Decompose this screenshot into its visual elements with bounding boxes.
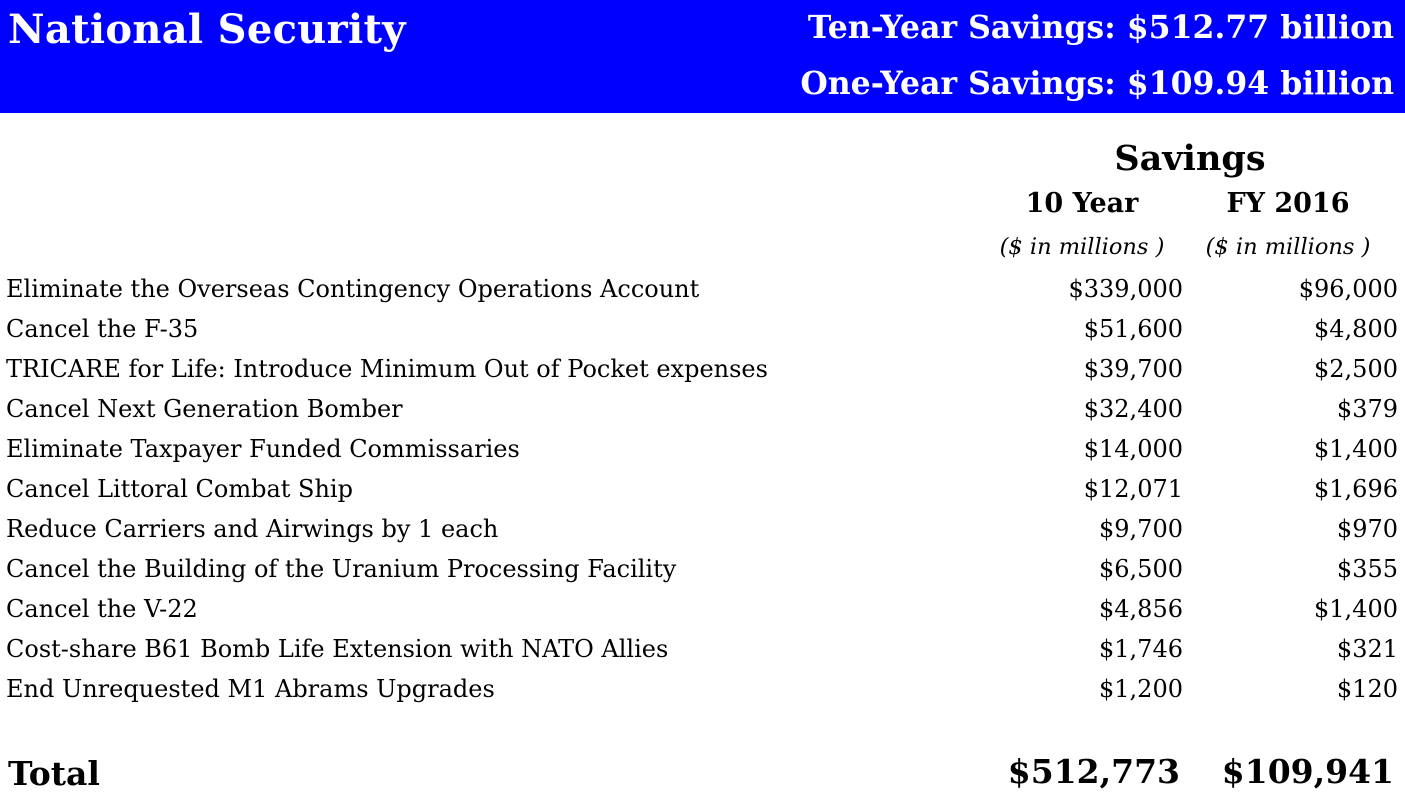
one-year-savings-summary: One-Year Savings: $109.94 billion [800,65,1394,102]
row-ten-year-value: $339,000 [1068,275,1183,303]
row-item-label: Cancel Next Generation Bomber [6,395,403,423]
row-item-label: Reduce Carriers and Airwings by 1 each [6,515,499,543]
row-ten-year-value: $9,700 [1099,515,1183,543]
row-ten-year-value: $12,071 [1083,475,1183,503]
table-row [0,429,1405,469]
row-item-label: Cancel the Building of the Uranium Processing Facility [6,555,677,583]
table-row [0,589,1405,629]
row-fy2016-value: $4,800 [1314,315,1398,343]
table-row [0,629,1405,669]
row-fy2016-value: $321 [1336,635,1398,663]
row-fy2016-value: $2,500 [1314,355,1398,383]
table-row [0,269,1405,309]
row-fy2016-value: $120 [1336,675,1398,703]
row-item-label: End Unrequested M1 Abrams Upgrades [6,675,495,703]
row-fy2016-value: $1,400 [1314,435,1398,463]
row-item-label: TRICARE for Life: Introduce Minimum Out of Pocket expenses [6,355,768,383]
table-row [0,309,1405,349]
total-ten-year-value: $512,773 [1007,752,1180,791]
row-fy2016-value: $355 [1336,555,1398,583]
savings-heading: Savings [1114,138,1266,179]
row-fy2016-value: $96,000 [1298,275,1398,303]
row-ten-year-value: $14,000 [1083,435,1183,463]
table-row [0,549,1405,589]
column-unit-10-year: ($ in millions ) [999,234,1165,260]
row-fy2016-value: $379 [1336,395,1398,423]
row-fy2016-value: $1,400 [1314,595,1398,623]
row-ten-year-value: $32,400 [1083,395,1183,423]
ten-year-savings-summary: Ten-Year Savings: $512.77 billion [807,9,1394,46]
column-unit-fy-2016: ($ in millions ) [1205,234,1371,260]
row-item-label: Cancel Littoral Combat Ship [6,475,353,503]
total-label: Total [8,754,100,793]
row-item-label: Cancel the F-35 [6,315,199,343]
table-row [0,509,1405,549]
table-row [0,669,1405,709]
total-fy2016-value: $109,941 [1221,752,1394,791]
row-ten-year-value: $4,856 [1099,595,1183,623]
column-header-fy-2016: FY 2016 [1226,188,1350,219]
table-row [0,469,1405,509]
row-item-label: Eliminate the Overseas Contingency Operations Account [6,275,700,303]
header-banner [0,0,1405,113]
row-item-label: Cost-share B61 Bomb Life Extension with NATO Allies [6,635,669,663]
column-header-10-year: 10 Year [1025,188,1139,219]
table-row [0,349,1405,389]
row-ten-year-value: $51,600 [1083,315,1183,343]
page-title: National Security [8,6,406,53]
row-ten-year-value: $1,200 [1099,675,1183,703]
row-item-label: Eliminate Taxpayer Funded Commissaries [6,435,520,463]
row-fy2016-value: $970 [1336,515,1398,543]
savings-table-body [0,269,1405,709]
row-ten-year-value: $6,500 [1099,555,1183,583]
table-row [0,389,1405,429]
row-ten-year-value: $39,700 [1083,355,1183,383]
row-ten-year-value: $1,746 [1099,635,1183,663]
row-fy2016-value: $1,696 [1314,475,1398,503]
row-item-label: Cancel the V-22 [6,595,198,623]
